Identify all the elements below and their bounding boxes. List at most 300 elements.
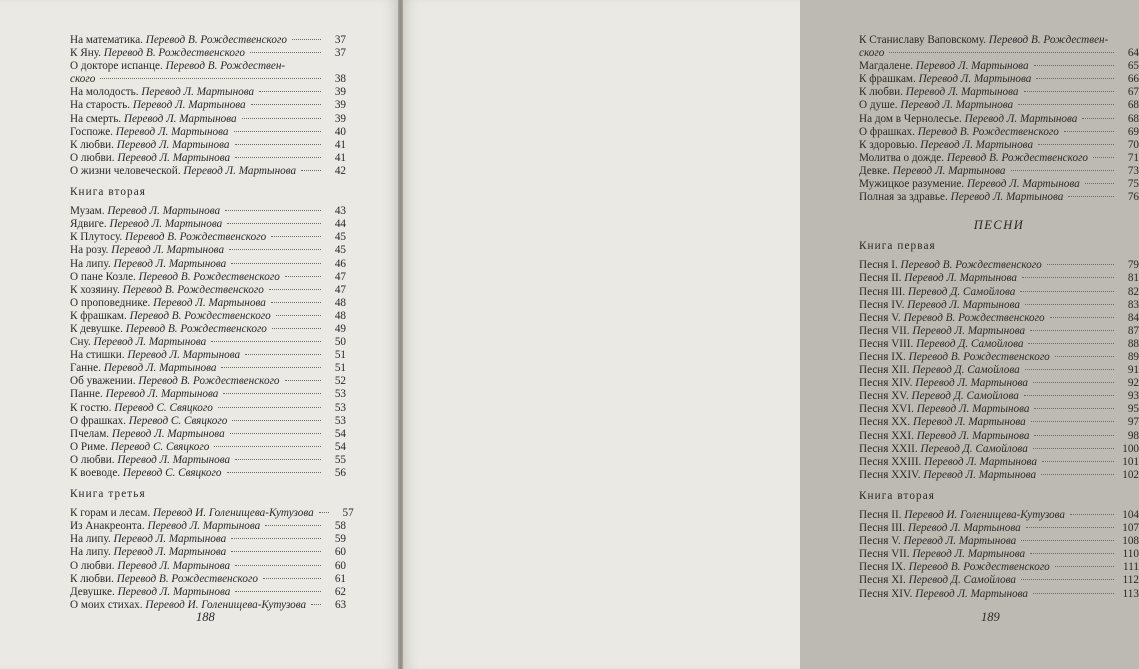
toc-entry xyxy=(859,377,1139,390)
entry-title: К Яну. xyxy=(70,47,101,60)
entry-title: О проповеднике. xyxy=(70,296,151,309)
entry-page-number: 69 xyxy=(1127,125,1139,138)
toc-entry xyxy=(70,218,346,231)
dot-leader xyxy=(301,170,321,171)
dot-leader xyxy=(221,367,321,368)
toc-entry xyxy=(70,415,346,428)
entry-title: О любви. xyxy=(70,453,115,466)
dot-leader xyxy=(1033,593,1114,594)
toc-entry xyxy=(70,99,346,112)
dot-leader xyxy=(214,446,321,447)
entry-title: На липу. xyxy=(70,533,111,546)
entry-text xyxy=(70,165,296,178)
entry-page-number: 52 xyxy=(334,375,346,388)
entry-text xyxy=(859,325,1025,338)
toc-entry xyxy=(70,47,346,60)
entry-text xyxy=(70,533,226,546)
dot-leader xyxy=(1020,291,1114,292)
entry-line-2 xyxy=(859,47,1139,60)
dot-leader xyxy=(276,315,321,316)
book-heading: Книга первая xyxy=(859,240,936,253)
toc-entry xyxy=(70,507,354,520)
book-heading: Книга вторая xyxy=(859,489,936,502)
dot-leader xyxy=(225,210,321,211)
dot-leader xyxy=(1082,118,1114,119)
dot-leader xyxy=(211,341,321,342)
dot-leader xyxy=(259,91,321,92)
entry-page-number: 54 xyxy=(334,440,346,453)
dot-leader xyxy=(1034,435,1114,436)
entry-title: К фрашкам. xyxy=(70,309,127,322)
book-heading: Книга третья xyxy=(70,488,146,501)
entry-text xyxy=(70,388,218,401)
section-title-songs: ПЕСНИ xyxy=(973,218,1025,233)
entry-title: К любви. xyxy=(70,138,114,151)
entry-title: К Плутосу. xyxy=(70,231,123,244)
dot-leader xyxy=(245,354,321,355)
entry-translator: Перевод Л. Мартынова xyxy=(153,296,266,309)
entry-text xyxy=(70,402,213,415)
entry-translator: Перевод Л. Мартынова xyxy=(915,587,1029,600)
toc-entry xyxy=(859,548,1139,561)
dot-leader xyxy=(311,604,321,605)
toc-entry xyxy=(859,522,1139,535)
entry-title: Песня II. xyxy=(859,272,902,285)
entry-title: Песня XI. xyxy=(859,574,906,587)
entry-title: Песня III. xyxy=(859,285,906,298)
entry-page-number: 93 xyxy=(1127,390,1139,403)
entry-text xyxy=(859,191,1063,204)
entry-translator: Перевод Л. Мартынова xyxy=(113,546,227,559)
entry-title: К Станиславу Ваповскому. xyxy=(859,34,986,46)
toc-entry xyxy=(859,272,1139,285)
entry-page-number: 44 xyxy=(334,218,346,231)
entry-page-number: 101 xyxy=(1122,455,1139,468)
entry-text xyxy=(859,574,1016,587)
entry-translator: Перевод Л. Мартынова xyxy=(892,164,1006,177)
dot-leader xyxy=(232,420,321,421)
entry-title: На липу. xyxy=(70,546,111,559)
entry-page-number: 49 xyxy=(334,322,346,335)
toc-entry xyxy=(859,60,1139,73)
entry-title: Ганне. xyxy=(70,362,101,375)
toc-entry xyxy=(70,441,346,454)
entry-text xyxy=(859,60,1029,73)
dot-leader xyxy=(250,52,321,53)
entry-page-number: 67 xyxy=(1127,86,1139,99)
dot-leader xyxy=(234,131,321,132)
entry-page-number: 60 xyxy=(334,546,346,559)
entry-translator: Перевод Л. Мартынова xyxy=(903,535,1017,548)
dot-leader xyxy=(235,144,321,145)
entry-page-number: 71 xyxy=(1127,151,1139,164)
entry-page-number: 107 xyxy=(1122,522,1139,535)
toc-entry xyxy=(859,139,1139,152)
entry-translator: Перевод Л. Мартынова xyxy=(115,125,229,138)
entry-page-number: 59 xyxy=(334,533,346,546)
entry-text xyxy=(859,548,1025,561)
toc-entry xyxy=(859,390,1139,403)
entry-line-1 xyxy=(859,34,1139,47)
entry-title: Песня XXII. xyxy=(859,442,918,455)
entry-title: Песня XX. xyxy=(859,416,911,429)
dot-leader xyxy=(230,433,321,434)
entry-title: О любви. xyxy=(70,559,115,572)
entry-text xyxy=(70,34,287,47)
entry-title: Песня XII. xyxy=(859,364,910,377)
dot-leader xyxy=(218,407,321,408)
toc-entry xyxy=(70,362,346,375)
toc-entry xyxy=(859,126,1139,139)
entry-translator: Перевод Л. Мартынова xyxy=(141,86,255,99)
entry-text xyxy=(70,573,258,586)
entry-text xyxy=(70,139,230,152)
toc-entry xyxy=(859,561,1139,574)
dot-leader xyxy=(1033,448,1114,449)
entry-translator: Перевод Л. Мартынова xyxy=(912,416,1026,429)
entry-page-number: 75 xyxy=(1127,178,1139,191)
entry-text xyxy=(70,297,266,310)
entry-page-number: 43 xyxy=(334,205,346,218)
entry-translator: Перевод Л. Мартынова xyxy=(113,533,227,546)
entry-page-number: 50 xyxy=(334,336,346,349)
entry-translator: Перевод Л. Мартынова xyxy=(117,453,231,466)
toc-entry xyxy=(859,286,1139,299)
entry-translator: Перевод Л. Мартынова xyxy=(127,349,241,362)
entry-translator: Перевод Л. Мартынова xyxy=(117,559,231,572)
entry-text xyxy=(859,390,1019,403)
entry-title: Песня I. xyxy=(859,259,898,272)
entry-page-number: 92 xyxy=(1127,377,1139,390)
entry-page-number: 100 xyxy=(1122,442,1139,455)
dot-leader xyxy=(889,52,1114,53)
dot-leader xyxy=(1018,104,1114,105)
toc-entry xyxy=(70,297,346,310)
entry-page-number: 73 xyxy=(1127,164,1139,177)
toc-entry xyxy=(70,126,346,139)
entry-page-number: 45 xyxy=(334,231,346,244)
dot-leader xyxy=(1036,78,1114,79)
toc-entry xyxy=(859,99,1139,112)
entry-text xyxy=(70,520,260,533)
toc-entry xyxy=(859,456,1139,469)
entry-page-number: 56 xyxy=(334,467,346,479)
dot-leader xyxy=(285,276,321,277)
entry-title: Полная за здравье. xyxy=(859,191,948,204)
dot-leader xyxy=(1030,553,1114,554)
dot-leader xyxy=(1093,157,1114,158)
entry-translator: Перевод В. Рождествен- xyxy=(988,34,1109,46)
entry-translator: Перевод Л. Мартынова xyxy=(920,138,1034,151)
dot-leader xyxy=(1031,421,1114,422)
entry-page-number: 45 xyxy=(334,244,346,257)
entry-title: О фрашках. xyxy=(70,414,126,427)
toc-entry xyxy=(859,443,1139,456)
entry-translator: Перевод Д. Самойлова xyxy=(916,337,1024,350)
toc-entry xyxy=(70,402,346,415)
entry-title: О любви. xyxy=(70,151,115,164)
entry-text xyxy=(859,99,1013,112)
entry-text xyxy=(70,428,225,441)
entry-page-number: 41 xyxy=(334,151,346,164)
entry-text xyxy=(70,231,266,244)
toc-entry xyxy=(70,60,346,86)
entry-page-number: 66 xyxy=(1127,73,1139,86)
entry-page-number: 39 xyxy=(334,86,346,99)
entry-translator: Перевод Л. Мартынова xyxy=(905,86,1019,99)
entry-text xyxy=(859,469,1036,482)
entry-page-number: 102 xyxy=(1122,468,1139,481)
entry-title: Девке. xyxy=(859,164,890,177)
entry-text xyxy=(70,99,246,112)
entry-text xyxy=(859,403,1029,416)
entry-translator: Перевод С. Свяцкого xyxy=(110,440,210,453)
toc-entry xyxy=(70,113,346,126)
entry-text xyxy=(70,560,230,573)
toc-entry xyxy=(859,403,1139,416)
toc-entry xyxy=(859,338,1139,351)
entry-translator: Перевод Л. Мартынова xyxy=(915,60,1029,73)
entry-line-2 xyxy=(70,73,346,86)
entry-translator: Перевод Л. Мартынова xyxy=(924,455,1037,468)
entry-page-number: 82 xyxy=(1127,285,1139,298)
toc-entry xyxy=(859,469,1139,482)
entry-translator: Перевод Л. Мартынова xyxy=(904,272,1018,285)
entry-title: О жизни человеческой. xyxy=(70,164,181,177)
dot-leader xyxy=(1024,91,1114,92)
dot-leader xyxy=(1022,277,1114,278)
right-page-number: 189 xyxy=(981,610,1000,624)
entry-translator: Перевод Л. Мартынова xyxy=(116,138,230,151)
entry-page-number: 108 xyxy=(1122,535,1139,548)
entry-text xyxy=(70,86,254,99)
entry-page-number: 64 xyxy=(1127,47,1139,60)
toc-entry xyxy=(859,73,1139,86)
entry-title: К любви. xyxy=(859,86,903,99)
toc-entry xyxy=(70,139,346,152)
entry-page-number: 53 xyxy=(334,388,346,401)
entry-text xyxy=(859,286,1015,299)
dot-leader xyxy=(1030,330,1114,331)
entry-title: О докторе испанце. xyxy=(70,60,163,73)
entry-title: Сну. xyxy=(70,336,91,349)
entry-page-number: 47 xyxy=(334,283,346,296)
book-heading: Книга вторая xyxy=(70,186,147,199)
entry-page-number: 40 xyxy=(334,125,346,138)
entry-translator: Перевод В. Рождественского xyxy=(116,572,258,585)
entry-title: На розу. xyxy=(70,244,109,257)
toc-entry xyxy=(70,165,346,178)
toc-entry xyxy=(70,284,346,297)
entry-translator: Перевод Л. Мартынова xyxy=(93,336,207,349)
dot-leader xyxy=(271,302,321,303)
entry-text xyxy=(70,362,216,375)
entry-translator: Перевод Л. Мартынова xyxy=(916,429,1030,442)
entry-text xyxy=(859,588,1028,601)
entry-text xyxy=(859,113,1077,126)
entry-translator: Перевод Л. Мартынова xyxy=(117,585,231,598)
entry-page-number: 76 xyxy=(1127,191,1139,204)
entry-text xyxy=(859,126,1059,139)
entry-translator: Перевод Л. Мартынова xyxy=(964,112,1078,125)
toc-entry xyxy=(859,299,1139,312)
entry-page-number: 55 xyxy=(334,453,346,466)
entry-text xyxy=(859,377,1028,390)
toc-entry xyxy=(70,310,346,323)
entry-translator: Перевод Л. Мартынова xyxy=(183,164,297,177)
entry-translator: Перевод И. Голенищева-Кутузова xyxy=(904,509,1066,521)
entry-title: На старость. xyxy=(70,99,131,112)
entry-text xyxy=(859,561,1050,574)
entry-text xyxy=(859,430,1029,443)
entry-text xyxy=(70,205,220,218)
dot-leader xyxy=(235,591,321,592)
entry-text xyxy=(859,178,1080,191)
entry-translator: Перевод С. Свяцкого xyxy=(114,401,213,414)
toc-entry xyxy=(859,259,1139,272)
entry-title: На дом в Чернолесье. xyxy=(859,112,962,125)
entry-title: Песня XV. xyxy=(859,390,909,403)
toc-entry xyxy=(70,388,346,401)
entry-translator: Перевод Л. Мартынова xyxy=(923,468,1037,481)
entry-text xyxy=(70,546,226,559)
entry-translator: Перевод Л. Мартынова xyxy=(111,427,225,440)
entry-text xyxy=(859,456,1037,469)
entry-title: К любви. xyxy=(70,572,114,585)
dot-leader xyxy=(285,380,321,381)
entry-text xyxy=(859,351,1050,364)
entry-page-number: 112 xyxy=(1122,574,1139,587)
entry-title: Мужицкое разумение. xyxy=(859,178,965,191)
entry-title: Молитва о дожде. xyxy=(859,151,945,164)
entry-translator: Перевод Л. Мартынова xyxy=(912,324,1026,337)
dot-leader xyxy=(292,39,321,40)
entry-page-number: 91 xyxy=(1127,364,1139,377)
dot-leader xyxy=(231,263,321,264)
entry-page-number: 39 xyxy=(334,99,346,112)
entry-translator: Перевод Д. Самойлова xyxy=(920,442,1028,455)
entry-text xyxy=(70,586,230,599)
entry-text xyxy=(859,139,1033,152)
toc-entry xyxy=(70,560,346,573)
entry-translator: Перевод И. Голенищева-Кутузова xyxy=(145,598,307,611)
toc-entry xyxy=(70,573,346,586)
toc-entry xyxy=(859,113,1139,126)
entry-page-number: 68 xyxy=(1127,112,1139,125)
entry-title: Магдалене. xyxy=(859,60,913,73)
toc-entry xyxy=(70,349,346,362)
toc-entry xyxy=(70,86,346,99)
dot-leader xyxy=(1021,579,1114,580)
entry-title: О пане Козле. xyxy=(70,270,136,283)
dot-leader xyxy=(242,118,321,119)
dot-leader xyxy=(251,104,321,105)
entry-title: Песня IX. xyxy=(859,350,906,363)
dot-leader xyxy=(265,525,321,526)
entry-title: На стишки. xyxy=(70,349,125,362)
entry-title: Госпоже. xyxy=(70,125,113,138)
toc-entry xyxy=(70,454,346,467)
entry-text xyxy=(859,509,1065,522)
entry-text xyxy=(859,312,1045,325)
entry-title: На математика. xyxy=(70,34,143,46)
entry-title: О моих стихах. xyxy=(70,598,143,611)
entry-page-number: 42 xyxy=(334,164,346,177)
entry-text xyxy=(70,375,280,388)
dot-leader xyxy=(269,289,321,290)
entry-title: Песня VII. xyxy=(859,548,910,561)
entry-page-number: 88 xyxy=(1127,337,1139,350)
dot-leader xyxy=(1034,65,1114,66)
entry-text xyxy=(70,349,240,362)
entry-page-number: 79 xyxy=(1127,259,1139,272)
entry-title: Песня XXIV. xyxy=(859,468,921,481)
toc-entry xyxy=(70,244,346,257)
entry-page-number: 110 xyxy=(1122,548,1139,561)
dot-leader xyxy=(1055,566,1114,567)
entry-text xyxy=(70,284,264,297)
dot-leader xyxy=(100,78,321,79)
entry-translator: Перевод Л. Мартынова xyxy=(103,362,217,375)
entry-text xyxy=(70,113,237,126)
dot-leader xyxy=(319,512,329,513)
toc-entry xyxy=(70,323,346,336)
entry-translator: Перевод В. Рождественского xyxy=(946,151,1089,164)
entry-title: К воеводе. xyxy=(70,467,121,479)
entry-translator: Перевод В. Рождественского xyxy=(125,231,267,244)
entry-title: К здоровью. xyxy=(859,138,918,151)
entry-translator: Перевод Л. Мартынова xyxy=(147,520,261,533)
entry-page-number: 84 xyxy=(1127,311,1139,324)
entry-title: Девушке. xyxy=(70,585,115,598)
entry-page-number: 54 xyxy=(334,427,346,440)
toc-entry xyxy=(859,191,1139,204)
toc-entry xyxy=(70,205,346,218)
entry-page-number: 104 xyxy=(1122,509,1139,521)
entry-translator: Перевод В. Рождественского xyxy=(138,270,280,283)
entry-page-number: 97 xyxy=(1127,416,1139,429)
entry-title: Песня V. xyxy=(859,311,901,324)
entry-text xyxy=(70,47,245,60)
dot-leader xyxy=(1034,408,1114,409)
entry-title: Песня II. xyxy=(859,509,902,521)
toc-entry xyxy=(859,165,1139,178)
entry-title: К гостю. xyxy=(70,401,112,414)
entry-title: Панне. xyxy=(70,388,103,401)
entry-title: К фрашкам. xyxy=(859,73,916,86)
entry-title: Об уважении. xyxy=(70,375,136,388)
toc-entry xyxy=(70,231,346,244)
entry-title: Песня IX. xyxy=(859,561,906,574)
entry-title: О душе. xyxy=(859,99,898,112)
dot-leader xyxy=(1025,369,1114,370)
entry-title: К горам и лесам. xyxy=(70,507,151,520)
entry-translator: Перевод В. Рождественского xyxy=(122,283,264,296)
entry-page-number: 47 xyxy=(334,270,346,283)
entry-translator: Перевод Л. Мартынова xyxy=(117,151,231,164)
entry-title: К девушке. xyxy=(70,322,123,335)
entry-page-number: 39 xyxy=(334,112,346,125)
entry-page-number: 60 xyxy=(334,559,346,572)
dot-leader xyxy=(227,223,321,224)
dot-leader xyxy=(1028,343,1114,344)
entry-page-number: 70 xyxy=(1127,138,1139,151)
entry-translator: Перевод Д. Самойлова xyxy=(912,364,1020,377)
entry-page-number: 65 xyxy=(1127,60,1139,73)
dot-leader xyxy=(1026,527,1114,528)
entry-text xyxy=(70,271,280,284)
toc-entry xyxy=(859,535,1139,548)
